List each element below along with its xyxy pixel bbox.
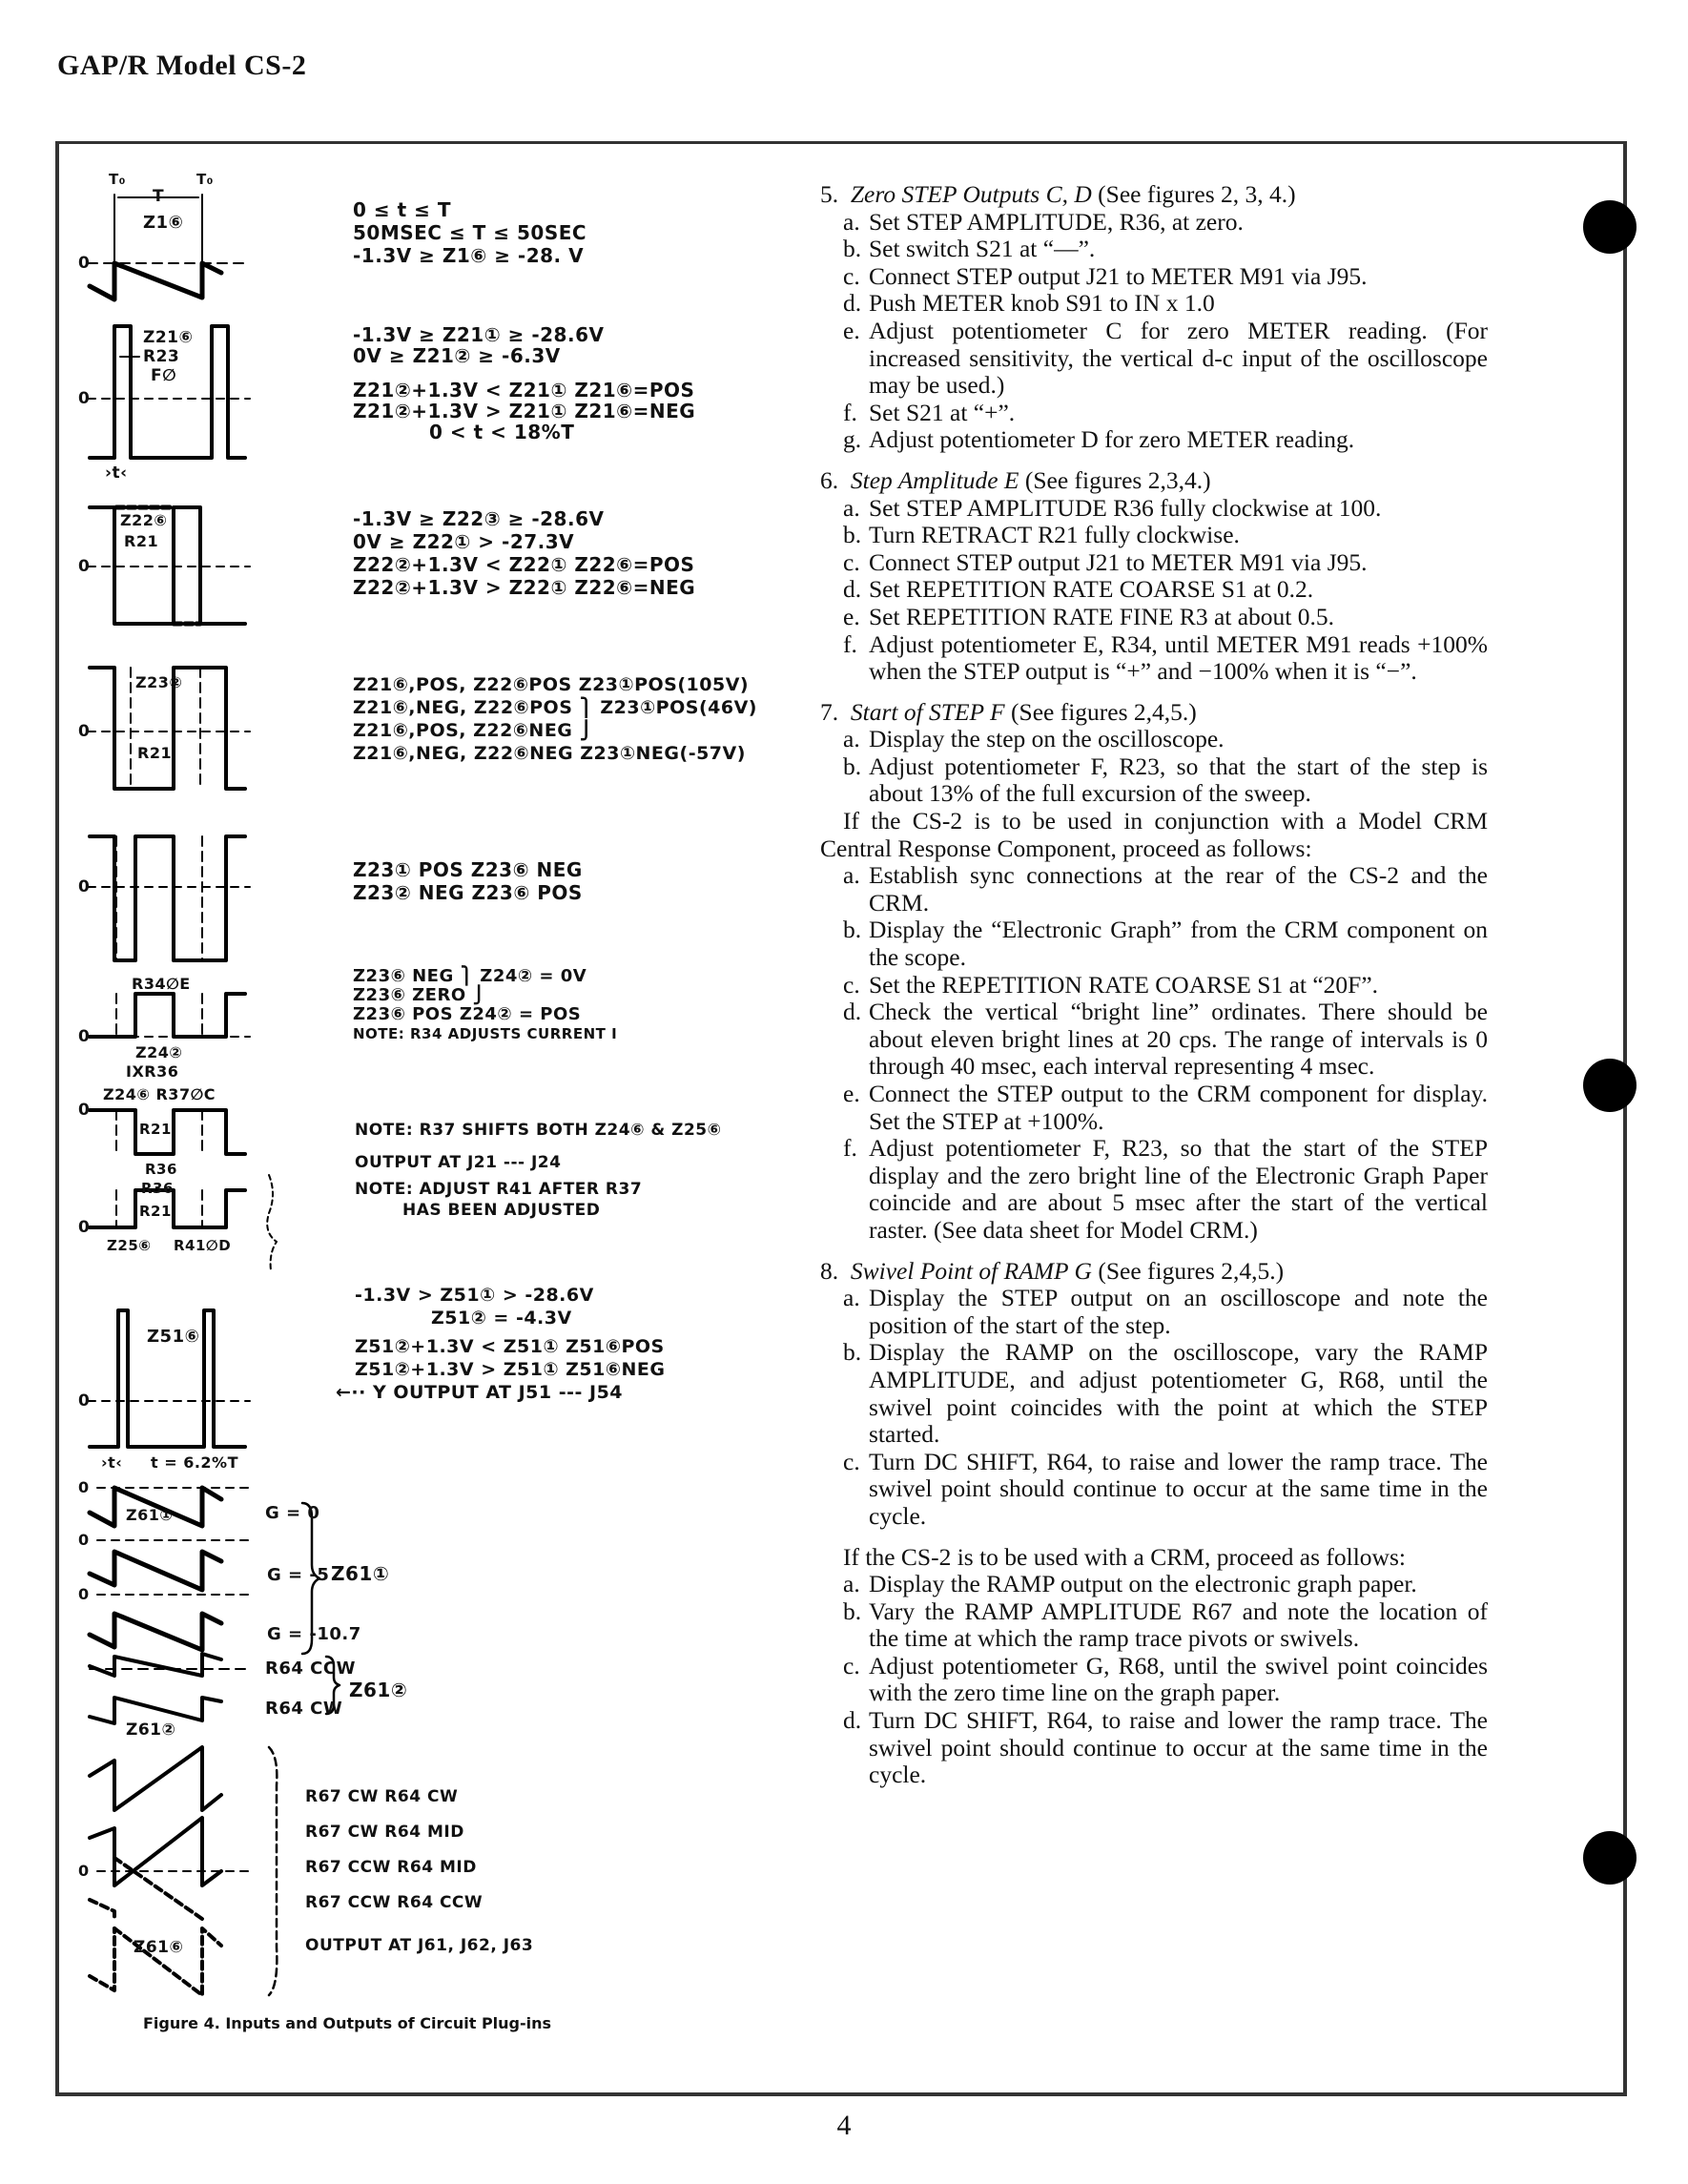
list-item-label: a. xyxy=(843,725,860,753)
list-item xyxy=(820,576,1488,604)
label-r21: R21 xyxy=(137,744,173,762)
list-item-label: e. xyxy=(843,316,860,344)
annotation-line: Z21②+1.3V > Z21① Z21⑥=NEG xyxy=(353,400,696,422)
label-zero: 0 xyxy=(78,1862,90,1880)
annotation-line: 50MSEC ≤ T ≤ 50SEC xyxy=(353,221,587,244)
list-item xyxy=(820,263,1488,291)
label-g-0: G = 0 xyxy=(265,1503,320,1523)
list-item-text: Set REPETITION RATE COARSE S1 at 0.2. xyxy=(869,575,1314,604)
label-zero: 0 xyxy=(78,1478,90,1496)
list-item-label: c. xyxy=(843,970,860,999)
list-item-text: Set S21 at “+”. xyxy=(869,398,1016,426)
list-item xyxy=(820,236,1488,263)
label-t-6-2: t = 6.2%T xyxy=(151,1453,238,1472)
label-zero: 0 xyxy=(78,1218,91,1237)
annotation-line: Z23① POS Z23⑥ NEG xyxy=(353,858,583,881)
annotation-line: Z23⑥ NEG ⎫ Z24② = 0V xyxy=(353,966,587,986)
label-z24: Z24② xyxy=(135,1043,183,1061)
list-item-text: Adjust potentiometer C for zero METER reading. (For increased sensitivity, the vertical d-c input of the oscilloscope may be used.) xyxy=(869,316,1488,400)
label-zero: 0 xyxy=(78,1101,91,1120)
list-item xyxy=(820,631,1488,686)
annotation-line: -1.3V ≥ Z22③ ≥ -28.6V xyxy=(353,507,605,530)
label-t0-left: T₀ xyxy=(109,171,126,188)
label-z23: Z23② xyxy=(135,673,183,691)
label-r34e: R34∅E xyxy=(132,975,191,993)
label-r36: R36 xyxy=(145,1161,177,1178)
annotation-line: R67 CCW R64 MID xyxy=(305,1858,477,1877)
label-r36: R36 xyxy=(141,1180,174,1197)
list-item-text: Turn DC SHIFT, R64, to raise and lower the ramp trace. The swivel point should continue to occur at the same time in the cycle. xyxy=(869,1706,1488,1789)
annotation-line: Z23⑥ ZERO ⎭ xyxy=(353,985,486,1005)
section-heading xyxy=(820,181,1488,209)
list-item-label: b. xyxy=(843,235,862,263)
list-item-label: d. xyxy=(843,575,862,604)
section-heading-title: Swivel Point of RAMP G xyxy=(850,1256,1092,1285)
waveform-z24 xyxy=(88,994,250,1037)
annotation-line xyxy=(353,366,695,380)
waveform-diagram xyxy=(78,174,765,2043)
label-tk: ›t‹ xyxy=(101,1453,123,1472)
label-zero: 0 xyxy=(78,1027,91,1046)
section-5 xyxy=(820,181,1488,454)
list-item-text: Set REPETITION RATE FINE R3 at about 0.5. xyxy=(869,602,1334,630)
paragraph: If the CS-2 is to be used in conjunction with a Model CRM Central Response Component, proceed as follows: xyxy=(820,807,1488,862)
list-item-text: Check the vertical “bright line” ordinates. There should be about eleven bright lines at 20 cps. The range of intervals is 0 through 40 msec, each interval representing 4 msec. xyxy=(869,998,1488,1081)
list-item-text: Turn RETRACT R21 fully clockwise. xyxy=(869,521,1240,549)
list-item-label: a. xyxy=(843,493,860,522)
label-z61-6: Z61⑥ xyxy=(134,1938,184,1957)
annotation-line: Z21⑥,POS, Z22⑥POS Z23①POS(105V) xyxy=(353,674,750,695)
section-heading-title: Zero STEP Outputs C, D xyxy=(850,180,1092,208)
section-heading-title: Start of STEP F xyxy=(850,697,1005,726)
list-item xyxy=(820,400,1488,427)
list-item-label: d. xyxy=(843,998,862,1026)
label-z61-group: Z61① xyxy=(331,1562,390,1585)
annotation-line: Z21②+1.3V < Z21① Z21⑥=POS xyxy=(353,379,695,402)
list-item xyxy=(820,1339,1488,1448)
section-heading-part: 8. xyxy=(820,1256,839,1285)
label-zero: 0 xyxy=(78,1531,90,1549)
annotation-line: NOTE: R37 SHIFTS BOTH Z24⑥ & Z25⑥ xyxy=(355,1121,722,1140)
list-item-text: Display the RAMP on the oscilloscope, vary the RAMP AMPLITUDE, and adjust potentiometer G, R68, until the swivel point coincides with the point at which the STEP started. xyxy=(869,1338,1488,1449)
list-item xyxy=(820,1707,1488,1789)
waveform-z22 xyxy=(88,507,250,624)
annotation-z23 xyxy=(353,673,757,765)
list-item-text: Adjust potentiometer D for zero METER reading. xyxy=(869,425,1355,454)
label-zero: 0 xyxy=(78,877,91,896)
list-item-label: e. xyxy=(843,602,860,630)
annotation-r37 xyxy=(355,1114,722,1221)
list-item-text: Display the STEP output on an oscilloscope and note the position of the start of the step. xyxy=(869,1284,1488,1339)
list-item xyxy=(820,972,1488,999)
list-item xyxy=(820,290,1488,318)
label-z1: Z1⑥ xyxy=(143,213,184,233)
annotation-line: Z21⑥,NEG, Z22⑥NEG Z23①NEG(-57V) xyxy=(353,743,746,764)
list-item-label: b. xyxy=(843,521,862,549)
annotation-line: 0 ≤ t ≤ T xyxy=(353,198,451,221)
annotation-line: R67 CW R64 MID xyxy=(305,1823,464,1842)
annotation-z51 xyxy=(336,1284,666,1404)
list-item xyxy=(820,753,1488,808)
section-heading-part: (See figures 2,4,5.) xyxy=(1098,1256,1285,1285)
list-item xyxy=(820,917,1488,971)
list-item xyxy=(820,1598,1488,1653)
annotation-line: R67 CW R64 CW xyxy=(305,1787,459,1806)
list-item-text: Set STEP AMPLITUDE, R36, at zero. xyxy=(869,207,1244,236)
label-tk: ›t‹ xyxy=(105,464,128,483)
label-z22: Z22⑥ xyxy=(120,511,168,529)
label-period: T xyxy=(153,187,165,206)
list-item-text: Adjust potentiometer G, R68, until the swivel point coincides with the zero time line on the graph paper. xyxy=(869,1651,1488,1707)
annotation-line: Z51②+1.3V < Z51① Z51⑥POS xyxy=(355,1336,665,1357)
annotation-line: 0 < t < 18%T xyxy=(429,421,575,443)
list-item-label: b. xyxy=(843,916,862,944)
list-item xyxy=(820,209,1488,237)
label-zero: 0 xyxy=(78,557,91,576)
list-item-label: e. xyxy=(843,1080,860,1107)
list-item xyxy=(820,1653,1488,1707)
list-item xyxy=(820,522,1488,549)
list-item xyxy=(820,1081,1488,1135)
annotation-line: OUTPUT AT J61, J62, J63 xyxy=(305,1936,534,1955)
list-item-text: Turn DC SHIFT, R64, to raise and lower the ramp trace. The swivel point should continue to occur at the same time in the cycle. xyxy=(869,1447,1488,1530)
list-item xyxy=(820,1285,1488,1339)
paragraph: If the CS-2 is to be used with a CRM, proceed as follows: xyxy=(843,1542,1406,1571)
list-item-label: c. xyxy=(843,1447,860,1475)
annotation-z21 xyxy=(353,324,695,443)
list-item-label: b. xyxy=(843,1597,862,1625)
annotation-line: Z21⑥,NEG, Z22⑥POS ⎫ Z23①POS(46V) xyxy=(353,697,757,718)
list-item xyxy=(820,604,1488,631)
page-number: 4 xyxy=(836,2110,852,2141)
list-item-label: c. xyxy=(843,547,860,576)
annotation-line: Z22②+1.3V < Z22① Z22⑥=POS xyxy=(353,553,695,576)
list-item-text: Display the “Electronic Graph” from the CRM component on the scope. xyxy=(869,916,1488,972)
annotation-line: -1.3V > Z51① > -28.6V xyxy=(355,1285,594,1306)
annotation-line: Z21⑥,POS, Z22⑥NEG ⎭ xyxy=(353,720,594,741)
annotation-line: Z22②+1.3V > Z22① Z22⑥=NEG xyxy=(353,576,696,599)
section-heading-part: (See figures 2,4,5.) xyxy=(1011,697,1197,726)
section-heading-part: (See figures 2, 3, 4.) xyxy=(1098,180,1296,208)
section-heading xyxy=(820,1258,1488,1286)
label-z61-1: Z61① xyxy=(126,1506,174,1524)
list-item-label: f. xyxy=(843,629,857,658)
list-item-text: Adjust potentiometer E, R34, until METER M91 reads +100% when the STEP output is “+” and −100% when it is “−”. xyxy=(869,629,1488,686)
section-heading-part: 6. xyxy=(820,465,839,494)
annotation-line: -1.3V ≥ Z21① ≥ -28.6V xyxy=(353,323,605,346)
list-item-label: f. xyxy=(843,398,857,426)
list-item-label: a. xyxy=(843,1570,860,1598)
binder-hole xyxy=(1583,1059,1637,1112)
list-item-label: d. xyxy=(843,1706,862,1735)
annotation-z23-square xyxy=(353,858,583,904)
figure-4 xyxy=(78,171,765,2043)
list-item-text: Vary the RAMP AMPLITUDE R67 and note the location of the time at which the ramp trace pivots or swivels. xyxy=(869,1597,1488,1653)
waveform-z23-square xyxy=(88,836,250,960)
label-z61-2-group: Z61② xyxy=(349,1679,408,1701)
list-item-text: Display the RAMP output on the electronic graph paper. xyxy=(869,1570,1417,1598)
annotation-line: Z51② = -4.3V xyxy=(431,1308,572,1329)
section-heading xyxy=(820,467,1488,495)
annotation-r67 xyxy=(305,1780,533,1964)
annotation-line: Z23⑥ POS Z24② = POS xyxy=(353,1004,582,1024)
list-item-text: Establish sync connections at the rear of the CS-2 and the CRM. xyxy=(869,861,1488,917)
list-item-text: Connect STEP output J21 to METER M91 via J95. xyxy=(869,547,1368,576)
list-item-text: Push METER knob S91 to IN x 1.0 xyxy=(869,289,1215,318)
label-g-5: G = -5 xyxy=(267,1565,330,1585)
label-z24-r37: Z24⑥ R37∅C xyxy=(103,1085,216,1103)
label-r23: R23 xyxy=(143,347,180,366)
list-item-text: Display the step on the oscilloscope. xyxy=(869,725,1225,753)
label-z25: Z25⑥ xyxy=(107,1237,152,1254)
list-item-label: b. xyxy=(843,1338,862,1367)
annotation-line: HAS BEEN ADJUSTED xyxy=(402,1201,601,1220)
section-7 xyxy=(820,699,1488,1245)
list-item-text: Connect the STEP output to the CRM component for display. Set the STEP at +100%. xyxy=(869,1080,1488,1135)
list-item xyxy=(820,426,1488,454)
label-r64-cw: R64 CW xyxy=(265,1699,343,1719)
waveform-z1 xyxy=(88,195,250,299)
list-item-text: Set the REPETITION RATE COARSE S1 at “20F”. xyxy=(869,970,1379,999)
list-item xyxy=(820,726,1488,753)
section-heading xyxy=(820,699,1488,727)
list-item xyxy=(820,1571,1488,1598)
list-item-label: g. xyxy=(843,425,862,454)
label-r64-ccw: R64 CCW xyxy=(265,1659,356,1679)
label-zero: 0 xyxy=(78,389,91,408)
list-item-label: c. xyxy=(843,1651,860,1679)
annotation-z22 xyxy=(353,507,695,599)
annotation-line: ←·· Y OUTPUT AT J51 --- J54 xyxy=(336,1382,624,1403)
annotation-line: 0V ≥ Z22① > -27.3V xyxy=(353,530,575,553)
list-item xyxy=(820,495,1488,523)
label-ixr36: IXR36 xyxy=(126,1062,179,1081)
label-r41d: R41∅D xyxy=(174,1237,232,1254)
list-item xyxy=(820,862,1488,917)
annotation-line: -1.3V ≥ Z1⑥ ≥ -28. V xyxy=(353,244,585,267)
label-zero: 0 xyxy=(78,722,91,741)
label-z21: Z21⑥ xyxy=(143,328,194,347)
list-item-text: Set STEP AMPLITUDE R36 fully clockwise at 100. xyxy=(869,493,1382,522)
list-item-label: b. xyxy=(843,752,862,780)
label-r21: R21 xyxy=(139,1203,172,1220)
annotation-line: OUTPUT AT J21 --- J24 xyxy=(355,1153,562,1172)
list-item-label: d. xyxy=(843,289,862,318)
annotation-line: R67 CCW R64 CCW xyxy=(305,1893,484,1912)
annotation-line: NOTE: ADJUST R41 AFTER R37 xyxy=(355,1180,643,1199)
label-r21: R21 xyxy=(124,532,159,550)
list-item xyxy=(820,1135,1488,1244)
list-item-label: a. xyxy=(843,1284,860,1312)
section-heading-part: (See figures 2,3,4.) xyxy=(1024,465,1211,494)
binder-hole xyxy=(1583,200,1637,254)
list-item-text: Set switch S21 at “—”. xyxy=(869,235,1096,263)
figure-caption: Figure 4. Inputs and Outputs of Circuit Plug-ins xyxy=(143,2014,552,2032)
label-f: F∅ xyxy=(151,366,177,385)
label-z61-2: Z61② xyxy=(126,1720,176,1740)
label-g-10-7: G = -10.7 xyxy=(267,1624,361,1644)
binder-hole xyxy=(1583,1831,1637,1885)
section-6 xyxy=(820,467,1488,686)
section-8 xyxy=(820,1258,1488,1789)
list-item xyxy=(820,318,1488,400)
list-item-label: c. xyxy=(843,261,860,290)
label-z51: Z51⑥ xyxy=(147,1327,200,1347)
annotation-line: Z51②+1.3V > Z51① Z51⑥NEG xyxy=(355,1359,666,1380)
list-item-label: a. xyxy=(843,207,860,236)
section-heading-part: 5. xyxy=(820,180,839,208)
list-item xyxy=(820,1449,1488,1531)
label-t0-right: T₀ xyxy=(196,171,214,188)
list-item-text: Adjust potentiometer F, R23, so that the start of the STEP display and the zero bright line of the Electronic Graph Paper coincide and are about 5 msec after the start of the vertical raster. (See data sheet for Model CRM.) xyxy=(869,1134,1488,1244)
annotation-line: Z23② NEG Z23⑥ POS xyxy=(353,881,583,904)
annotation-z1 xyxy=(353,198,587,267)
list-item-text: Connect STEP output J21 to METER M91 via J95. xyxy=(869,261,1368,290)
section-heading-part: 7. xyxy=(820,697,839,726)
label-r21: R21 xyxy=(139,1121,172,1138)
list-item-label: f. xyxy=(843,1134,857,1163)
list-item-text: Adjust potentiometer F, R23, so that the start of the step is about 13% of the full excursion of the sweep. xyxy=(869,752,1488,808)
label-zero: 0 xyxy=(78,1585,90,1603)
section-heading-title: Step Amplitude E xyxy=(850,465,1019,494)
annotation-z24 xyxy=(353,967,617,1043)
annotation-line: NOTE: R34 ADJUSTS CURRENT I xyxy=(353,1025,618,1042)
procedure-text xyxy=(820,181,1488,1803)
list-item xyxy=(820,999,1488,1081)
label-zero: 0 xyxy=(78,1391,91,1411)
list-item xyxy=(820,549,1488,577)
label-zero: 0 xyxy=(78,254,91,273)
list-item-label: a. xyxy=(843,861,860,890)
running-header: GAP/R Model CS-2 xyxy=(57,50,307,81)
waveform-r64 xyxy=(90,1654,245,1723)
annotation-line: 0V ≥ Z21② ≥ -6.3V xyxy=(353,344,561,367)
